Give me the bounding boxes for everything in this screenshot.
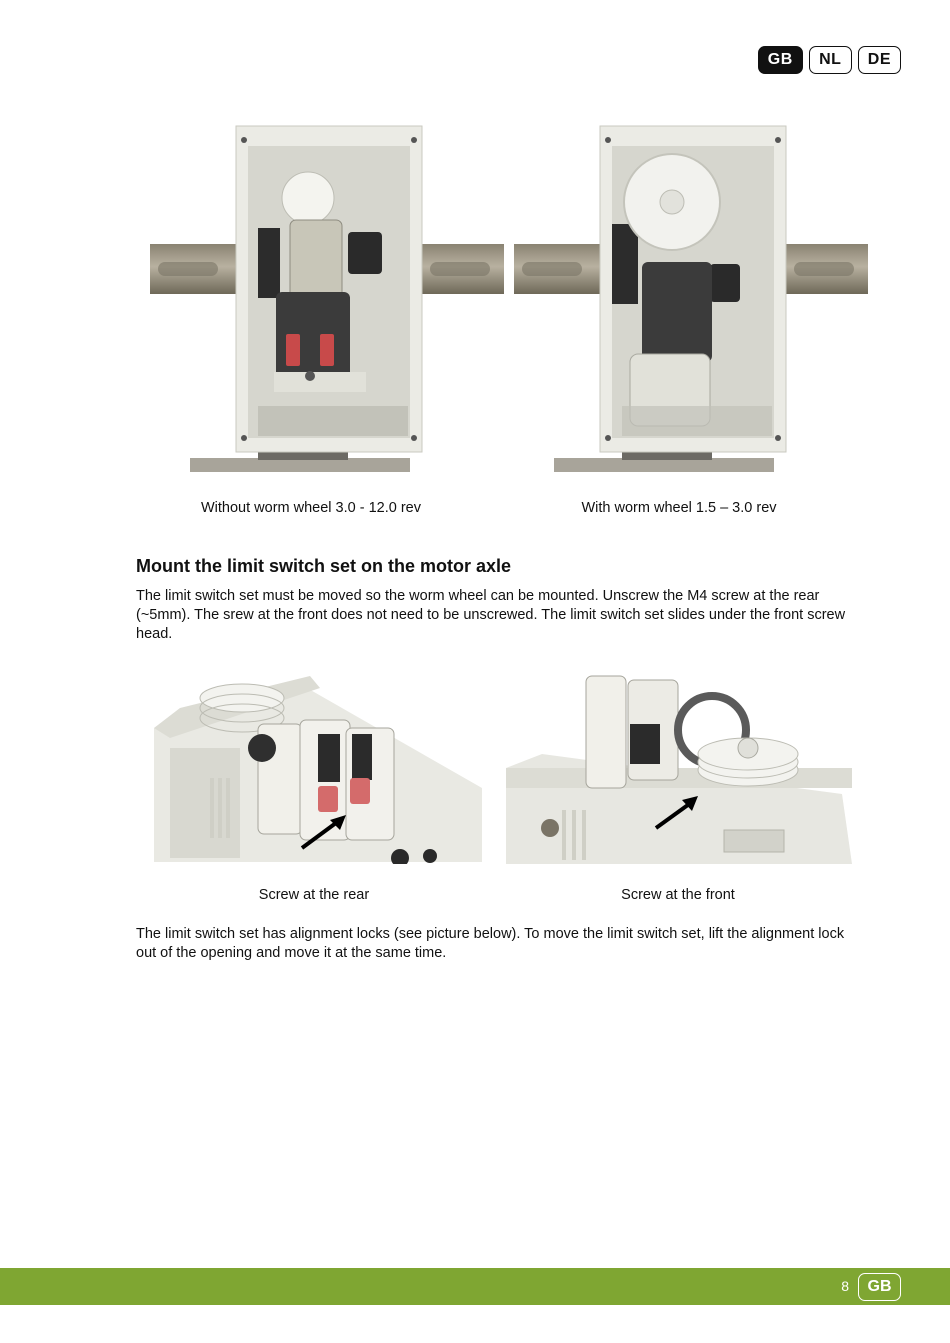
section-title: Mount the limit switch set on the motor axle [136,556,512,576]
intro-paragraph: The limit switch set must be moved so the worm wheel can be mounted. Unscrew the M4 screw at the rear (~5mm). The srew at the front does not need to be unscrewed. The limit switch set slides under the front screw head. [136,588,846,642]
caption-with-worm-wheel: With worm wheel 1.5 – 3.0 rev [581,500,777,516]
gearbox-with-worm-wheel-image [512,124,868,481]
screw-at-front-image [502,670,854,871]
caption-screw-front: Screw at the front [621,887,735,903]
footer-bar [0,1268,950,1305]
language-nl-button[interactable]: NL [809,46,852,74]
page-number: 8 [841,1278,849,1294]
caption-screw-rear: Screw at the rear [258,887,370,903]
screw-at-rear-image [150,668,484,869]
language-de-button[interactable]: DE [858,46,901,74]
caption-without-worm-wheel: Without worm wheel 3.0 - 12.0 rev [200,500,421,516]
gearbox-without-worm-wheel-image [148,124,504,481]
language-selector [758,46,901,74]
footer-language-badge: GB [858,1273,901,1301]
language-gb-button[interactable]: GB [758,46,803,74]
closing-paragraph: The limit switch set has alignment locks (see picture below). To move the limit switch set, lift the alignment lock out of the opening and move it at the same time. [136,926,845,961]
